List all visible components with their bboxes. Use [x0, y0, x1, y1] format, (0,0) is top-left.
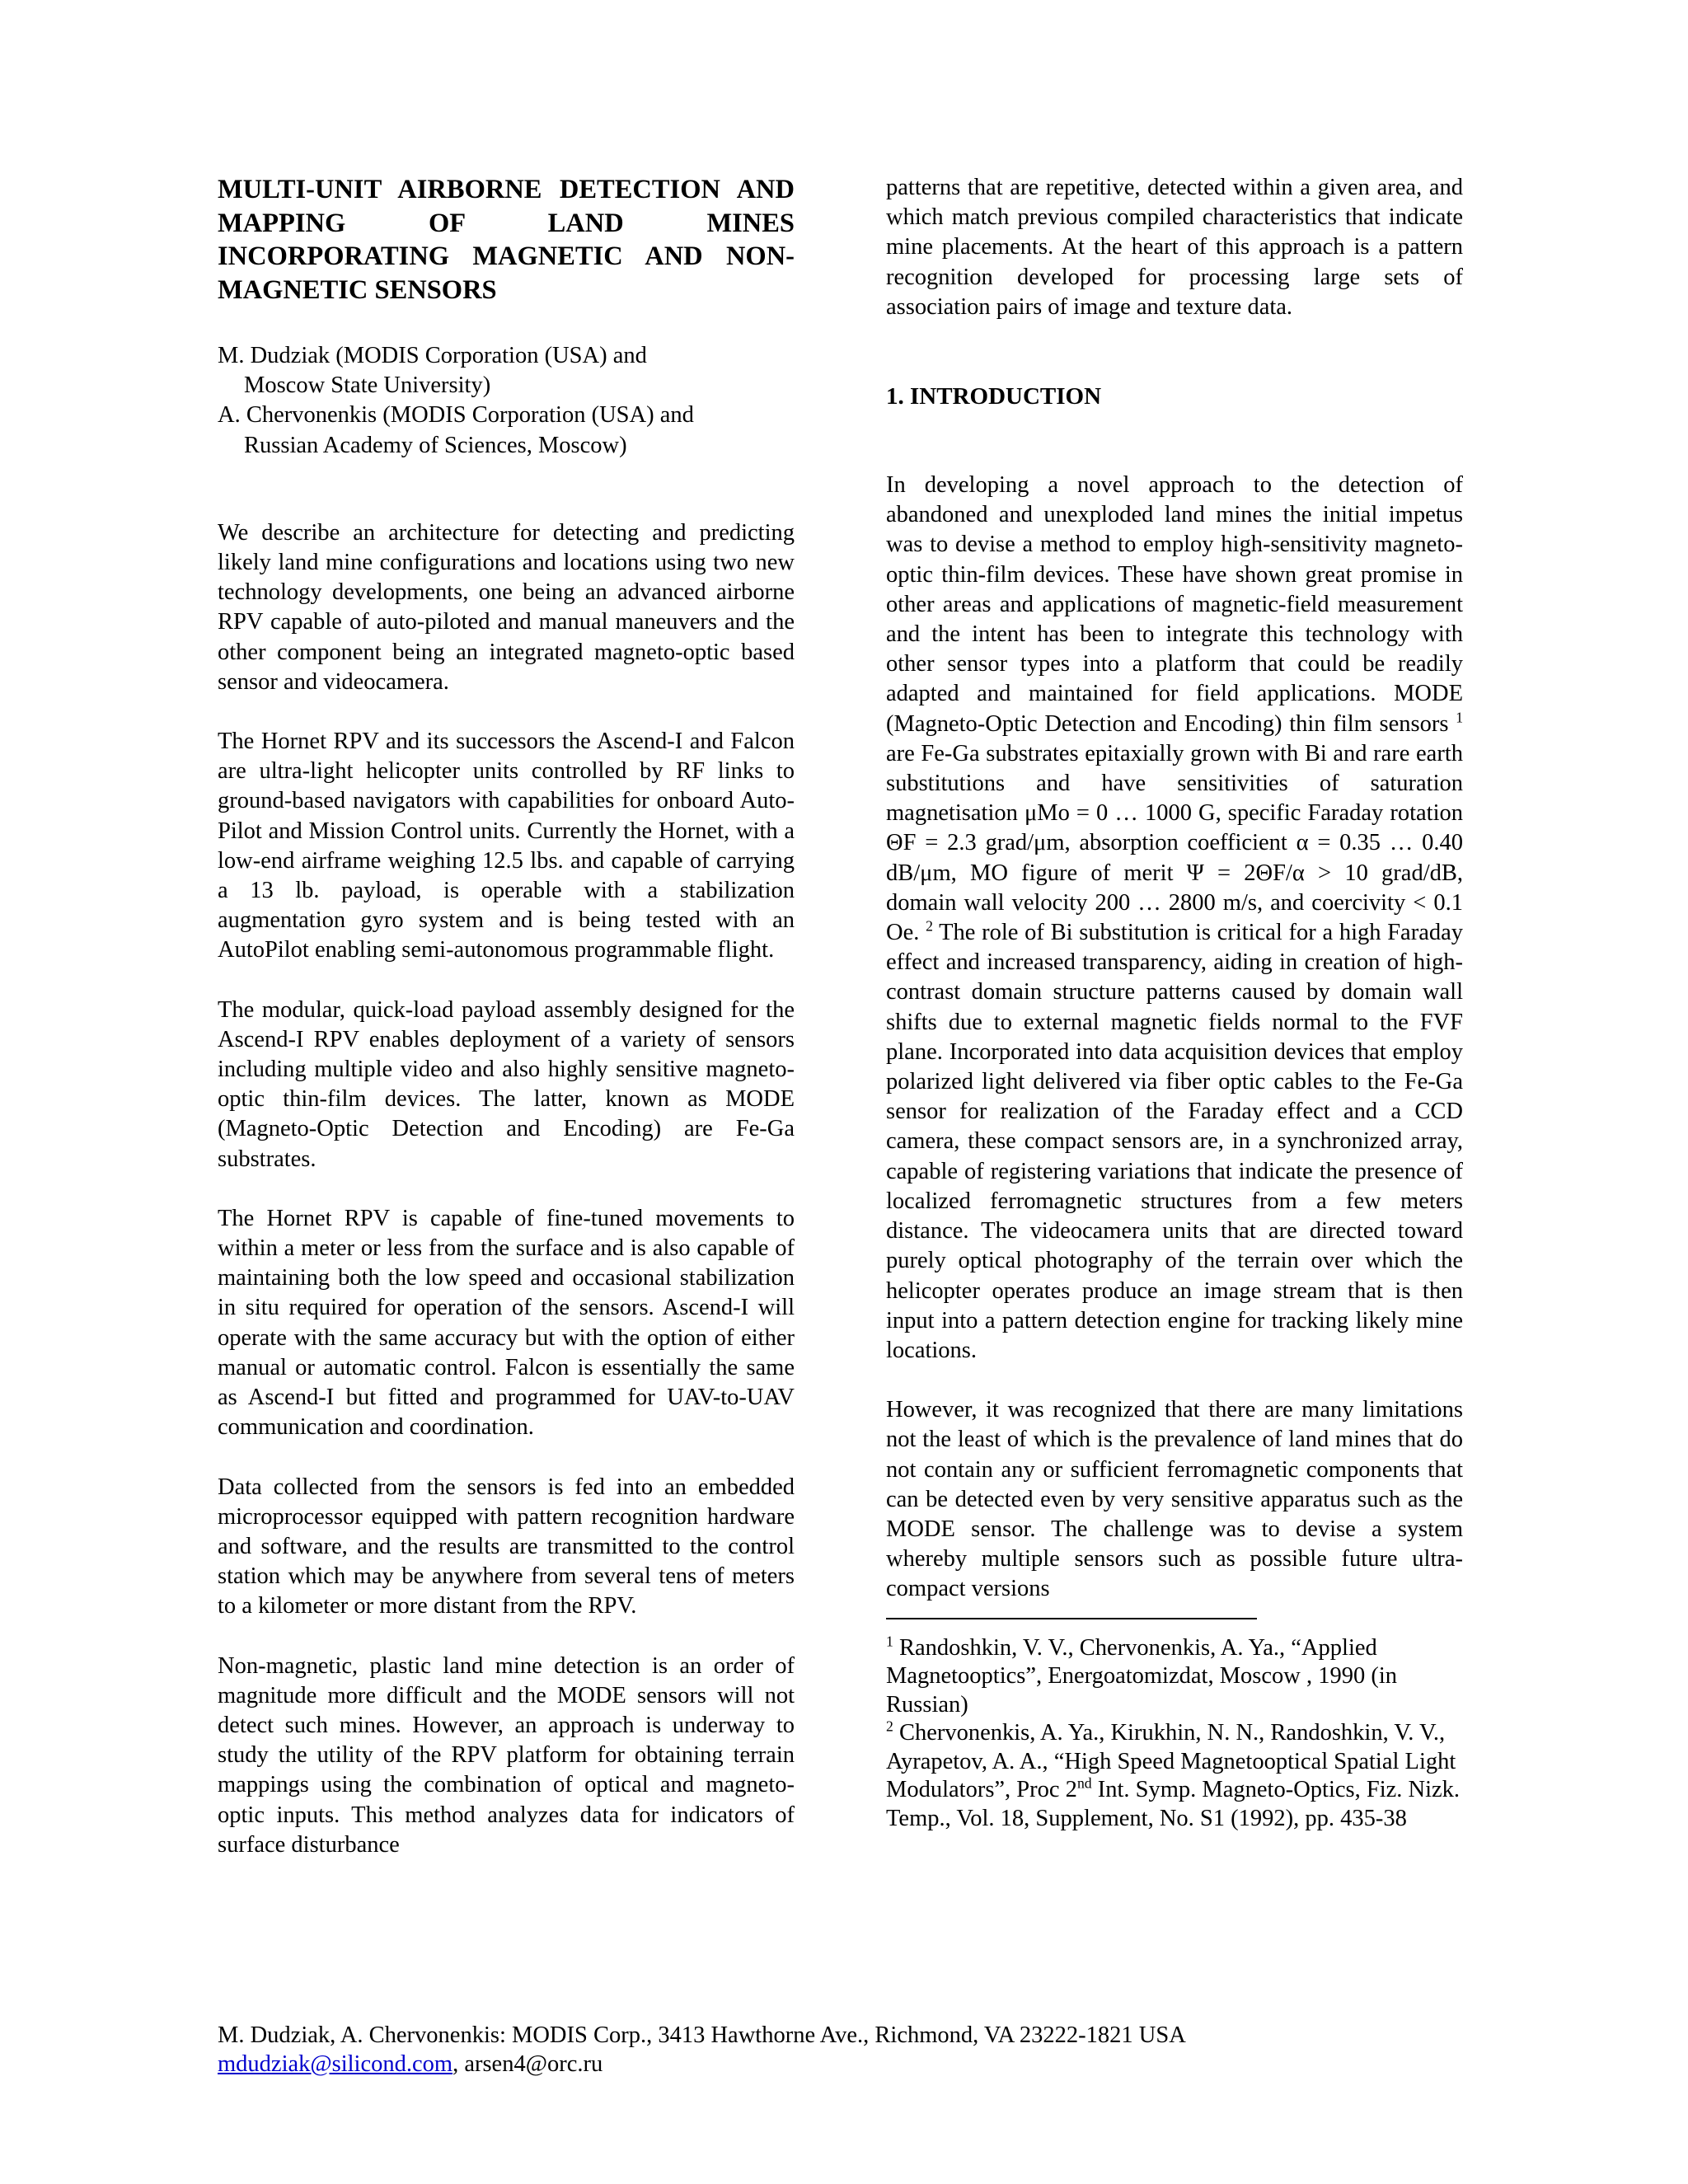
footnote-text: Chervonenkis, A. Ya., Kirukhin, N. N., Randoshkin, V. V., Ayrapetov, A. A., “High Speed Magnetooptical Spatial Light Modulators”, Proc 2 [886, 1720, 1456, 1803]
contact-emails [218, 2050, 1487, 2079]
intro-paragraph [886, 471, 1463, 1366]
affiliation-address: M. Dudziak, A. Chervonenkis: MODIS Corp., 3413 Hawthorne Ave., Richmond, VA 23222-1821 USA [218, 2022, 1186, 2048]
footnote [886, 1634, 1463, 1720]
footnote-text: Int. Symp. Magneto-Optics, Fiz. Nizk. Temp., Vol. 18, Supplement, No. S1 (1992), pp. 435-38 [886, 1777, 1461, 1831]
body-paragraph: Non-magnetic, plastic land mine detection is an order of magnitude more difficult and the MODE sensors will not detect such mines. However, an approach is underway to study the utility of the RPV platform for obtaining terrain mappings using the combination of optical and magneto-optic inputs. This method analyzes data for indicators of surface disturbance [218, 1652, 795, 1858]
email-link[interactable]: mdudziak@silicond.com [218, 2051, 453, 2077]
left-column [218, 173, 795, 1860]
footnote-ref: 1 [1456, 709, 1464, 726]
footnotes [886, 1634, 1463, 1834]
body-paragraph: The modular, quick-load payload assembly designed for the Ascend-I RPV enables deployment of a variety of sensors including multiple video and also highly sensitive magneto-optic thin-film devices. The latter, known as MODE (Magneto-Optic Detection and Encoding) are Fe-Ga substrates. [218, 996, 795, 1172]
footnote-number: 1 [886, 1633, 893, 1650]
footnote-number: 2 [886, 1718, 893, 1735]
body-paragraph: The Hornet RPV is capable of fine-tuned movements to within a meter or less from the surface and is also capable of maintaining both the low speed and occasional stabilization in situ required for operation of the sensors. Ascend-I will operate with the same accuracy but with the option of either manual or automatic control. Falcon is essentially the same as Ascend-I but fitted and programmed for UAV-to-UAV communication and coordination. [218, 1205, 795, 1441]
right-column [886, 173, 1463, 1833]
section-heading: 1. INTRODUCTION [886, 383, 1102, 410]
author-line: Russian Academy of Sciences, Moscow) [244, 432, 627, 458]
email-separator: , [452, 2051, 465, 2077]
page-footer [218, 2021, 1487, 2079]
email-text: arsen4@orc.ru [464, 2051, 603, 2077]
author-line: A. Chervonenkis (MODIS Corporation (USA) and [218, 402, 694, 429]
author-line: Moscow State University) [244, 373, 491, 399]
author-line: M. Dudziak (MODIS Corporation (USA) and [218, 343, 647, 368]
intro-text: The role of Bi substitution is critical for a high Faraday effect and increased transparency, aiding in creation of high-contrast domain structure patterns caused by domain wall shifts due to external magnetic fields normal to the FVF plane. Incorporated into data acquisition devices that employ polarized light delivered via fiber optic cables to the Fe-Ga sensor for realization of the Faraday effect and a CCD camera, these compact sensors are, in a synchronized array, capable of registering variations that indicate the presence of localized ferromagnetic structures from a few meters distance. The videocamera units that are directed toward purely optical photography of the terrain over which the helicopter operates produce an image stream that is then input into a pattern detection engine for tracking likely mine locations. [886, 920, 1463, 1363]
intro-text: In developing a novel approach to the detection of abandoned and unexploded land mines the initial impetus was to devise a method to employ high-sensitivity magneto-optic thin-film devices. These have shown great promise in other areas and applications of magnetic-field measurement and the intent has been to integrate this technology with other sensor types into a platform that could be readily adapted and maintained for field applications. MODE (Magneto-Optic Detection and Encoding) thin film sensors [886, 472, 1463, 737]
body-paragraph: The Hornet RPV and its successors the Ascend-I and Falcon are ultra-light helicopter units controlled by RF links to ground-based navigators with capabilities for onboard Auto-Pilot and Mission Control units. Currently the Hornet, with a low-end airframe weighing 12.5 lbs. and capable of carrying a 13 lb. payload, is operable with a stabilization augmentation gyro system and is being tested with an AutoPilot enabling semi-autonomous programmable flight. [218, 729, 795, 963]
footnote-ref: 2 [926, 917, 933, 935]
ordinal-suffix: nd [1076, 1774, 1092, 1792]
author-block [218, 341, 795, 461]
footnote-divider [886, 1618, 1257, 1619]
intro-paragraph: However, it was recognized that there are many limitations not the least of which is the prevalence of land mines that do not contain any or sufficient ferromagnetic components that can be detected even by very sensitive apparatus such as the MODE sensor. The challenge was to devise a system whereby multiple sensors such as possible future ultra-compact versions [886, 1397, 1463, 1602]
body-paragraph: Data collected from the sensors is fed into an embedded microprocessor equipped with pattern recognition hardware and software, and the results are transmitted to the control station which may be anywhere from several tens of meters to a kilometer or more distant from the RPV. [218, 1474, 795, 1619]
footnote [886, 1719, 1463, 1833]
body-paragraph: patterns that are repetitive, detected within a given area, and which match previous compiled characteristics that indicate mine placements. At the heart of this approach is a pattern recognition developed for processing large sets of association pairs of image and texture data. [886, 175, 1463, 320]
intro-text: are Fe-Ga substrates epitaxially grown with Bi and rare earth substitutions and have sensitivities of saturation magnetisation μMo = 0 … 1000 G, specific Faraday rotation ΘF = 2.3 grad/μm, absorption coefficient α = 0.35 … 0.40 dB/μm, MO figure of merit Ψ = 2ΘF/α > 10 grad/dB, domain wall velocity 200 … 2800 m/s, and coercivity < 0.1 Oe. [886, 740, 1463, 946]
footnote-text: Randoshkin, V. V., Chervonenkis, A. Ya., “Applied Magnetooptics”, Energoatomizdat, Moscow , 1990 (in Russian) [886, 1634, 1398, 1718]
paper-title: MULTI-UNIT AIRBORNE DETECTION AND MAPPING OF LAND MINES INCORPORATING MAGNETIC AND NON-MAGNETIC SENSORS [218, 175, 795, 305]
abstract-paragraph: We describe an architecture for detecting and predicting likely land mine configurations and locations using two new technology developments, one being an advanced airborne RPV capable of auto-piloted and manual maneuvers and the other component being an integrated magneto-optic based sensor and videocamera. [218, 519, 795, 695]
